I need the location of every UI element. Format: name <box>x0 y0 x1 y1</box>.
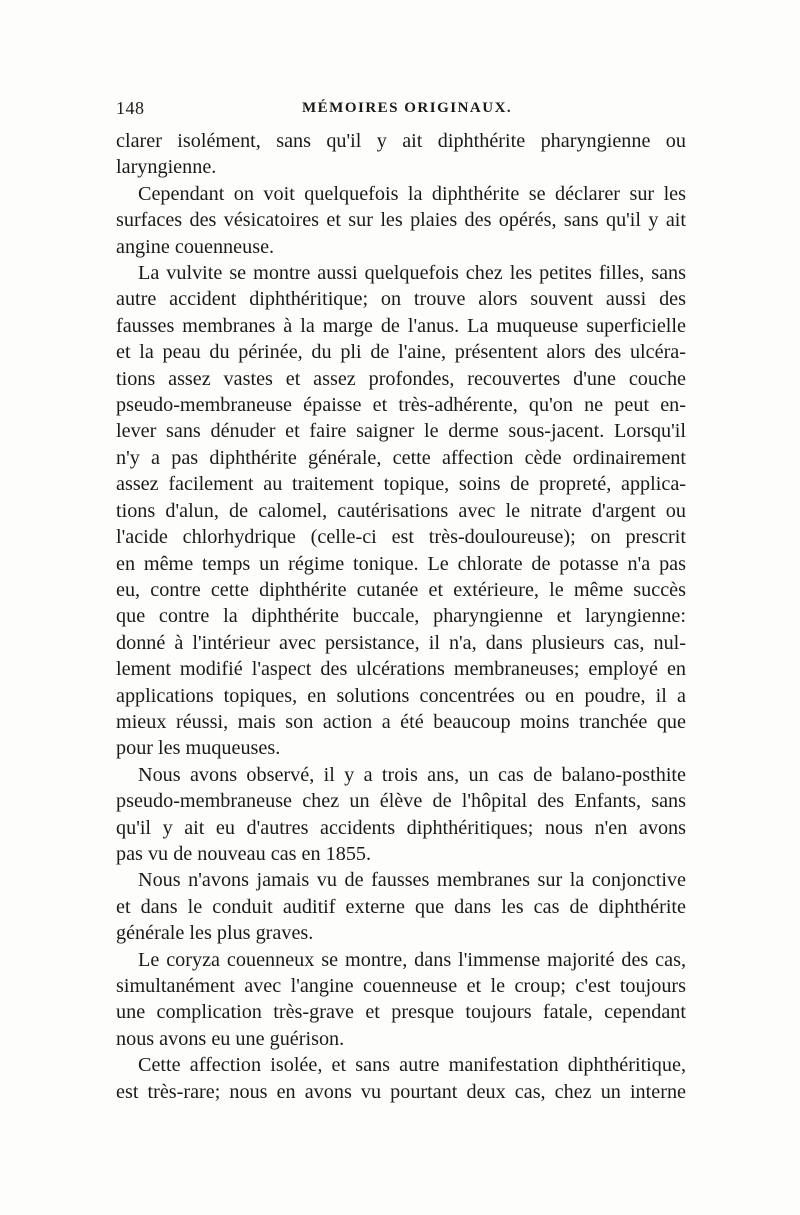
text-line: pseudo-membraneuse chez un élève de l'hôpital des Enfants, sans <box>116 790 686 813</box>
running-title: MÉMOIRES ORIGINAUX. <box>302 100 513 116</box>
text-line: tions assez vastes et assez profondes, recouvertes d'une couche <box>116 367 686 390</box>
text-line: pas vu de nouveau cas en 1855. <box>116 842 372 865</box>
page-number: 148 <box>116 98 145 118</box>
text-line: en même temps un régime tonique. Le chlorate de potasse n'a pas <box>116 552 686 575</box>
text-line: et la peau du périnée, du pli de l'aine, présentent alors des ulcéra- <box>116 341 686 364</box>
paragraph <box>116 260 686 762</box>
text-line: est très-rare; nous en avons vu pourtant deux cas, chez un interne <box>116 1080 686 1103</box>
text-line: mieux réussi, mais son action a été beaucoup moins tranchée que <box>116 710 686 733</box>
running-header <box>116 98 686 128</box>
text-line: lever sans dénuder et faire saigner le derme sous-jacent. Lorsqu'il <box>116 420 686 443</box>
text-line: laryngienne. <box>116 156 217 179</box>
text-line: fausses membranes à la marge de l'anus. La muqueuse superficielle <box>116 314 686 337</box>
text-line: générale les plus graves. <box>116 922 314 945</box>
text-line: clarer isolément, sans qu'il y ait diphthérite pharyngienne ou <box>116 130 686 152</box>
paragraph <box>116 867 686 946</box>
paragraph <box>116 128 686 181</box>
text-line: autre accident diphthéritique; on trouve alors souvent aussi des <box>116 288 686 311</box>
text-line: surfaces des vésicatoires et sur les plaies des opérés, sans qu'il y ait <box>116 209 686 232</box>
text-line: Nous avons observé, il y a trois ans, un cas de balano-posthite <box>138 763 686 786</box>
text-line: que contre la diphthérite buccale, pharyngienne et laryngienne: <box>116 605 686 628</box>
text-line: une complication très-grave et presque toujours fatale, cependant <box>116 1001 686 1024</box>
text-line: l'acide chlorhydrique (celle-ci est très-douloureuse); on prescrit <box>116 526 686 549</box>
text-line: lement modifié l'aspect des ulcérations membraneuses; employé en <box>116 658 686 681</box>
paragraph <box>116 1052 686 1105</box>
text-line: donné à l'intérieur avec persistance, il n'a, dans plusieurs cas, nul- <box>116 631 686 654</box>
text-line: Cependant on voit quelquefois la diphthérite se déclarer sur les <box>138 182 686 205</box>
paragraph <box>116 947 686 1053</box>
text-line: n'y a pas diphthérite générale, cette affection cède ordinairement <box>116 446 686 469</box>
text-line: qu'il y ait eu d'autres accidents diphthéritiques; nous n'en avons <box>116 816 686 839</box>
text-line: applications topiques, en solutions concentrées ou en poudre, il a <box>116 684 686 707</box>
text-line: pseudo-membraneuse épaisse et très-adhérente, qu'on ne peut en- <box>116 394 686 417</box>
text-line: tions d'alun, de calomel, cautérisations avec le nitrate d'argent ou <box>116 499 686 522</box>
paragraph <box>116 181 686 260</box>
text-line: Le coryza couenneux se montre, dans l'immense majorité des cas, <box>138 948 686 971</box>
text-line: eu, contre cette diphthérite cutanée et extérieure, le même succès <box>116 578 686 601</box>
text-line: simultanément avec l'angine couenneuse et le croup; c'est toujours <box>116 975 686 997</box>
text-line: nous avons eu une guérison. <box>116 1027 345 1050</box>
text-line: Cette affection isolée, et sans autre manifestation diphthéritique, <box>138 1054 686 1077</box>
text-line: angine couenneuse. <box>116 235 275 258</box>
text-line: pour les muqueuses. <box>116 737 281 760</box>
text-line: assez facilement au traitement topique, soins de propreté, applica- <box>116 473 686 496</box>
paragraph <box>116 762 686 868</box>
text-line: La vulvite se montre aussi quelquefois chez les petites filles, sans <box>138 262 686 285</box>
text-line: Nous n'avons jamais vu de fausses membranes sur la conjonctive <box>138 869 686 892</box>
text-line: et dans le conduit auditif externe que dans les cas de diphthérite <box>116 895 686 918</box>
body-text <box>116 128 686 1105</box>
